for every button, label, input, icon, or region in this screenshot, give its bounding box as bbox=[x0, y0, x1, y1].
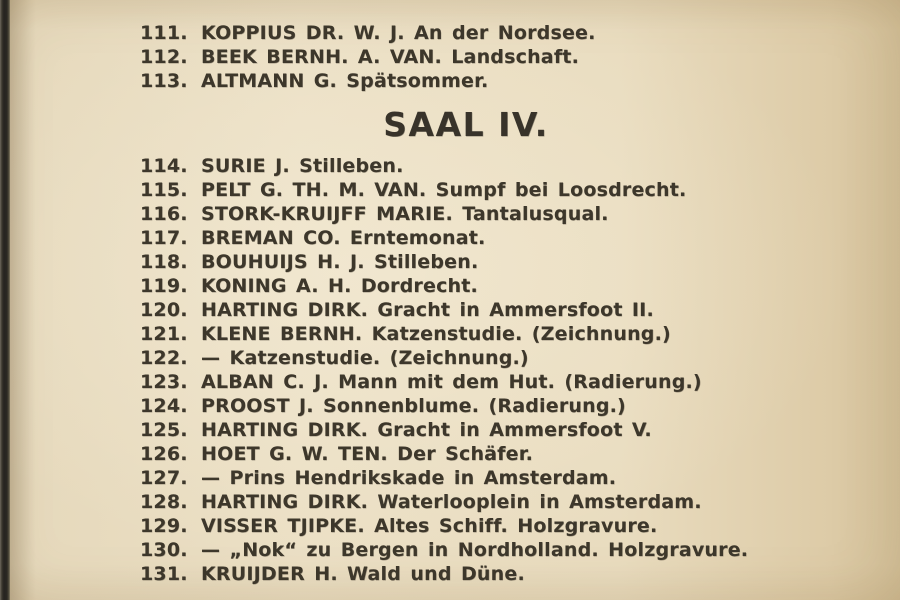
catalog-entry bbox=[140, 490, 864, 514]
entry-text: HARTING DIRK. Waterlooplein in Amsterdam. bbox=[201, 491, 702, 513]
entry-text: — Katzenstudie. (Zeichnung.) bbox=[201, 347, 529, 369]
entry-number: 130. bbox=[140, 539, 188, 561]
entry-number: 121. bbox=[140, 323, 188, 345]
catalog-entry bbox=[140, 274, 864, 298]
catalog-entry bbox=[140, 418, 864, 442]
entry-number: 111. bbox=[140, 22, 188, 44]
entry-number: 114. bbox=[140, 155, 188, 177]
entry-text: KONING A. H. Dordrecht. bbox=[201, 275, 478, 297]
entry-text: HARTING DIRK. Gracht in Ammersfoot V. bbox=[201, 419, 652, 441]
entry-text: KOPPIUS DR. W. J. An der Nordsee. bbox=[201, 22, 596, 44]
entry-number: 123. bbox=[140, 371, 188, 393]
entry-number: 124. bbox=[140, 395, 188, 417]
catalog-entry bbox=[140, 346, 864, 370]
book-spine-edge bbox=[0, 0, 10, 600]
catalog-entry bbox=[140, 226, 864, 250]
entry-text: — Prins Hendrikskade in Amsterdam. bbox=[201, 467, 617, 489]
entry-number: 120. bbox=[140, 299, 188, 321]
catalog-entry bbox=[140, 538, 864, 562]
catalog-entry bbox=[140, 514, 864, 538]
entry-text: ALBAN C. J. Mann mit dem Hut. (Radierung.) bbox=[201, 371, 702, 393]
entry-number: 119. bbox=[140, 275, 188, 297]
entry-number: 127. bbox=[140, 467, 188, 489]
entry-number: 113. bbox=[140, 70, 188, 92]
entry-number: 122. bbox=[140, 347, 188, 369]
entry-text: — „Nok“ zu Bergen in Nordholland. Holzgravure. bbox=[201, 539, 749, 561]
entry-text: HARTING DIRK. Gracht in Ammersfoot II. bbox=[201, 299, 654, 321]
entry-number: 125. bbox=[140, 419, 188, 441]
entry-text: BEEK BERNH. A. VAN. Landschaft. bbox=[201, 46, 579, 68]
entry-number: 129. bbox=[140, 515, 188, 537]
entry-number: 118. bbox=[140, 251, 188, 273]
section-heading-saal-iv: SAAL IV. bbox=[383, 105, 549, 144]
entry-number: 116. bbox=[140, 203, 188, 225]
catalog-content bbox=[140, 21, 864, 586]
catalog-entry bbox=[140, 370, 864, 394]
entry-text: PELT G. TH. M. VAN. Sumpf bei Loosdrecht. bbox=[201, 179, 687, 201]
catalog-entry bbox=[140, 45, 864, 69]
catalog-entry bbox=[140, 154, 864, 178]
catalog-entry bbox=[140, 178, 864, 202]
catalog-entry bbox=[140, 322, 864, 346]
catalog-entry bbox=[140, 562, 864, 586]
catalog-entry bbox=[140, 298, 864, 322]
entry-text: BREMAN CO. Erntemonat. bbox=[201, 227, 486, 249]
entry-text: KRUIJDER H. Wald und Düne. bbox=[201, 563, 525, 585]
entry-text: ALTMANN G. Spätsommer. bbox=[201, 70, 489, 92]
entry-number: 117. bbox=[140, 227, 188, 249]
entry-text: KLENE BERNH. Katzenstudie. (Zeichnung.) bbox=[201, 323, 671, 345]
entry-text: STORK-KRUIJFF MARIE. Tantalusqual. bbox=[201, 203, 609, 225]
catalog-entry bbox=[140, 466, 864, 490]
catalog-entry bbox=[140, 250, 864, 274]
entry-text: HOET G. W. TEN. Der Schäfer. bbox=[201, 443, 534, 465]
entry-number: 115. bbox=[140, 179, 188, 201]
catalog-entry bbox=[140, 394, 864, 418]
entry-text: VISSER TJIPKE. Altes Schiff. Holzgravure. bbox=[201, 515, 658, 537]
entry-text: BOUHUIJS H. J. Stilleben. bbox=[201, 251, 479, 273]
catalog-entry bbox=[140, 202, 864, 226]
entry-number: 131. bbox=[140, 563, 188, 585]
entry-list-top bbox=[140, 21, 864, 93]
catalog-entry bbox=[140, 69, 864, 93]
entry-text: SURIE J. Stilleben. bbox=[201, 155, 404, 177]
gutter-shadow bbox=[10, 0, 36, 600]
entry-list-main bbox=[140, 154, 864, 586]
catalog-entry bbox=[140, 442, 864, 466]
catalog-entry bbox=[140, 21, 864, 45]
entry-number: 128. bbox=[140, 491, 188, 513]
entry-text: PROOST J. Sonnenblume. (Radierung.) bbox=[201, 395, 626, 417]
entry-number: 112. bbox=[140, 46, 188, 68]
entry-number: 126. bbox=[140, 443, 188, 465]
